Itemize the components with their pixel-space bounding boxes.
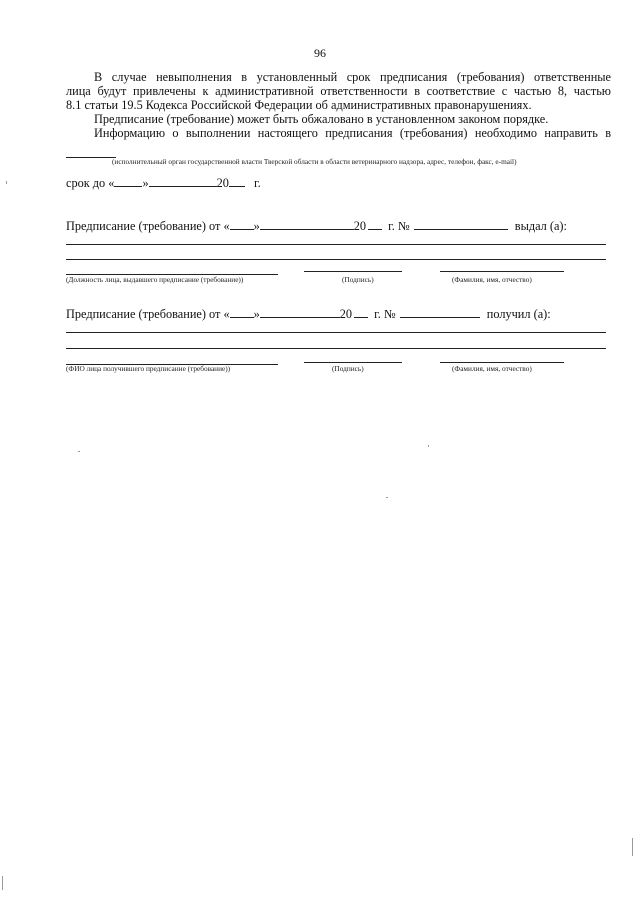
received-year-suffix: г. № xyxy=(374,307,396,321)
deadline-month-blank[interactable] xyxy=(149,175,217,187)
issued-blank-line-2[interactable] xyxy=(66,259,606,260)
paragraph-appeal: Предписание (требование) может быть обжаловано в установленном законом порядке. xyxy=(94,112,549,126)
issued-line xyxy=(66,218,567,234)
received-signature-caption: (Подпись) xyxy=(332,364,364,373)
scan-speck xyxy=(386,497,388,498)
deadline-quote-close: » xyxy=(142,176,149,190)
authority-blank-short xyxy=(66,157,116,158)
issued-year-blank[interactable] xyxy=(368,218,382,230)
received-blank-line-1[interactable] xyxy=(66,332,606,333)
page-number: 96 xyxy=(314,46,326,60)
issued-name-caption: (Фамилия, имя, отчество) xyxy=(452,275,532,284)
deadline-line xyxy=(66,175,261,191)
issued-signature-caption: (Подпись) xyxy=(342,275,374,284)
issued-name-blank[interactable] xyxy=(440,271,564,272)
received-name-caption: (Фамилия, имя, отчество) xyxy=(452,364,532,373)
deadline-day-blank[interactable] xyxy=(114,175,142,187)
received-quote-close: » xyxy=(253,307,260,321)
authority-caption: (исполнительный орган государственной власти Тверской области в области ветеринарного надзора, адрес, телефон, факс, e-mail) xyxy=(112,157,517,166)
deadline-year-suffix: г. xyxy=(253,176,261,190)
issued-month-blank[interactable] xyxy=(260,218,354,230)
issued-position-caption: (Должность лица, выдавшего предписание (требование)) xyxy=(66,275,244,284)
received-month-blank[interactable] xyxy=(260,306,340,318)
issued-year-prefix: 20 xyxy=(353,219,367,233)
issued-blank-line-1[interactable] xyxy=(66,244,606,245)
issued-label: Предписание (требование) от « xyxy=(66,219,230,233)
received-number-blank[interactable] xyxy=(400,306,480,318)
received-label: Предписание (требование) от « xyxy=(66,307,230,321)
issued-day-blank[interactable] xyxy=(230,218,254,230)
paragraph-liability-line-3: 8.1 статьи 19.5 Кодекса Российской Федерации об административных правонарушениях. xyxy=(66,98,532,112)
issued-signature-blank[interactable] xyxy=(304,271,402,272)
received-signature-blank[interactable] xyxy=(304,362,402,363)
deadline-year-prefix: 20 xyxy=(216,176,229,190)
issued-year-suffix: г. № xyxy=(388,219,410,233)
paragraph-liability-line-2: лица будут привлечены к административной ответственности в соответствие с частью 8, частью xyxy=(66,84,611,98)
received-fio-caption: (ФИО лица получившего предписание (требование)) xyxy=(66,364,231,373)
issued-number-blank[interactable] xyxy=(414,218,508,230)
received-line xyxy=(66,306,551,322)
scan-speck xyxy=(6,181,7,184)
scan-speck xyxy=(78,451,80,452)
received-year-blank[interactable] xyxy=(354,306,368,318)
deadline-year-blank[interactable] xyxy=(229,175,245,187)
issued-quote-close: » xyxy=(253,219,260,233)
issued-action: выдал (а): xyxy=(514,219,567,233)
received-year-prefix: 20 xyxy=(339,307,353,321)
received-day-blank[interactable] xyxy=(230,306,254,318)
paragraph-information: Информацию о выполнении настоящего предписания (требования) необходимо направить в xyxy=(94,126,611,140)
scan-speck xyxy=(428,445,429,447)
received-action: получил (а): xyxy=(486,307,551,321)
body-text xyxy=(66,70,611,140)
scan-edge-mark xyxy=(632,838,633,856)
received-blank-line-2[interactable] xyxy=(66,348,606,349)
deadline-label: срок до « xyxy=(66,176,115,190)
received-name-blank[interactable] xyxy=(440,362,564,363)
paragraph-liability-line-1: В случае невыполнения в установленный срок предписания (требования) ответственные xyxy=(94,70,611,84)
scan-edge-mark xyxy=(2,876,3,890)
